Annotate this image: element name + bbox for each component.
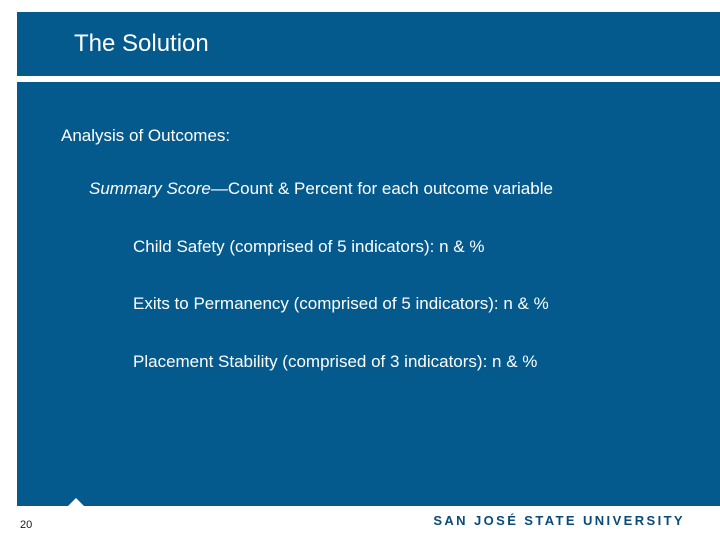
summary-line (89, 178, 553, 200)
outcome-item: Exits to Permanency (comprised of 5 indicators): n & % (133, 294, 549, 313)
slide-title: The Solution (74, 30, 209, 57)
outcome-item: Child Safety (comprised of 5 indicators): n & % (133, 237, 485, 256)
outcome-item: Placement Stability (comprised of 3 indicators): n & % (133, 352, 538, 371)
content-notch-arrow (68, 498, 84, 506)
slide-number: 20 (20, 519, 33, 531)
section-heading: Analysis of Outcomes: (61, 126, 231, 145)
title-bar (17, 12, 720, 76)
summary-italic-text: Summary Score (89, 179, 211, 198)
content-panel (17, 82, 720, 506)
summary-rest-text: —Count & Percent for each outcome variable (210, 179, 553, 198)
university-logo: SAN JOSÉ STATE UNIVERSITY (433, 513, 685, 528)
